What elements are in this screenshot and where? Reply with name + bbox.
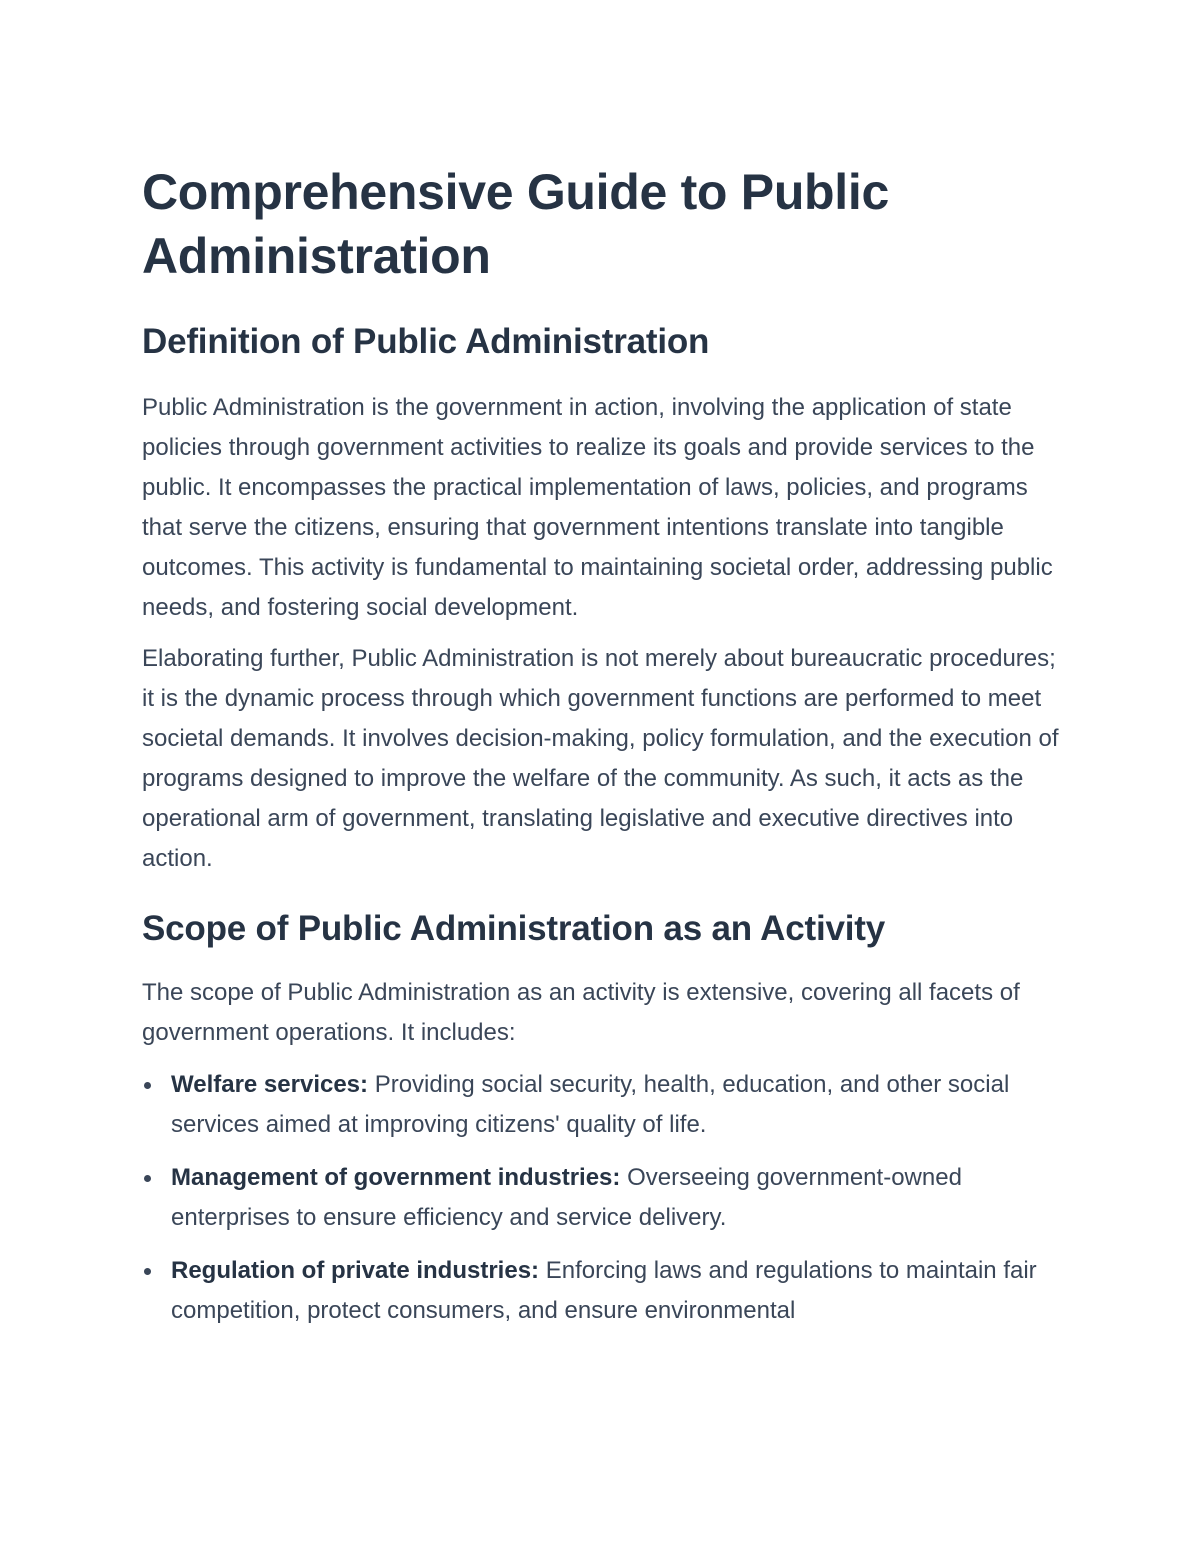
list-item-text: Providing social security, health, education, and other social services aimed at improving citizens' quality of life. bbox=[171, 1071, 1010, 1138]
list-item-text: Enforcing laws and regulations to maintain fair competition, protect consumers, and ensure environmental bbox=[171, 1257, 1037, 1324]
definition-heading: Definition of Public Administration bbox=[142, 322, 710, 361]
scope-heading: Scope of Public Administration as an Activity bbox=[142, 909, 885, 948]
bullet-icon bbox=[144, 1175, 151, 1182]
list-item-term: Welfare services: bbox=[171, 1071, 375, 1098]
definition-paragraph-2: Elaborating further, Public Administration is not merely about bureaucratic procedures; it is the dynamic process through which government functions are performed to meet societal demands. It involves decision-making, policy formulation, and the execution of programs designed to improve the welfare of the community. As such, it acts as the operational arm of government, translating legislative and executive directives into action. bbox=[142, 645, 1059, 872]
list-item-term: Management of government industries: bbox=[171, 1164, 628, 1191]
list-item-term: Regulation of private industries: bbox=[171, 1257, 546, 1284]
document-page bbox=[142, 160, 1062, 1344]
scope-list bbox=[142, 1065, 1062, 1331]
scope-intro-paragraph: The scope of Public Administration as an activity is extensive, covering all facets of government operations. It includes: bbox=[142, 979, 1020, 1046]
document-title: Comprehensive Guide to Public Administration bbox=[142, 164, 889, 284]
bullet-icon bbox=[144, 1082, 151, 1089]
list-item bbox=[142, 1251, 1062, 1331]
list-item-text: Overseeing government-owned enterprises to ensure efficiency and service delivery. bbox=[171, 1164, 962, 1231]
list-item bbox=[142, 1065, 1062, 1145]
list-item bbox=[142, 1158, 1062, 1238]
bullet-icon bbox=[144, 1268, 151, 1275]
definition-paragraph-1: Public Administration is the government in action, involving the application of state policies through government activities to realize its goals and provide services to the public. It encompasses the practical implementation of laws, policies, and programs that serve the citizens, ensuring that government intentions translate into tangible outcomes. This activity is fundamental to maintaining societal order, addressing public needs, and fostering social development. bbox=[142, 394, 1053, 621]
